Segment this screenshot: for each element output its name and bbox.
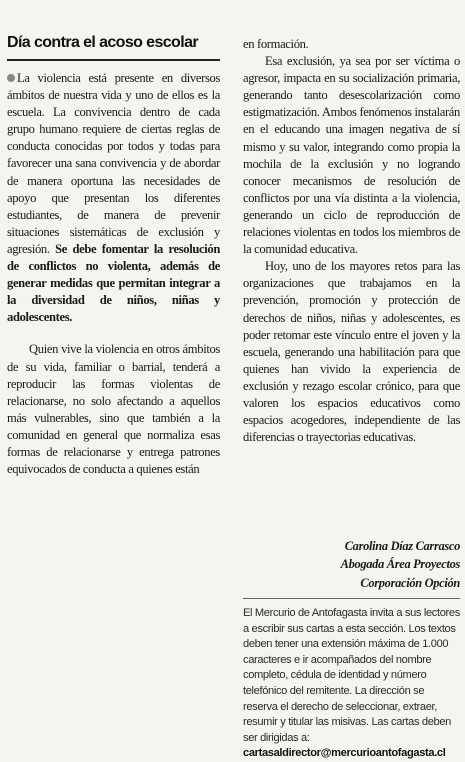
title-rule	[7, 59, 220, 61]
notice-email[interactable]: cartasaldirector@mercurioantofagasta.cl	[243, 747, 446, 760]
paragraph: Esa exclusión, ya sea por ser víctima o agresor, impacta en su socialización primaria, generando tanto desescolarización como estigmatización. Ambos fenómenos instalarán en el educando una imagen negativa de sí mismo y su valor, integrando como propia la mochila de la exclusión y no logrando conocer mecanismos de resolución de conflictos por una vía distinta a la violencia, generando un ciclo de reproducción de relaciones violentas en todos los miembros de la comunidad educativa.	[243, 54, 460, 257]
signature-block	[243, 537, 460, 592]
paragraph-text: La violencia está presente en diversos ámbitos de nuestra vida y uno de ellos es la escuela. La convivencia dentro de cada grupo humano requiere de ciertas reglas de conducta conocidas por todos y todas para favorecer una sana convivencia y de abordar de manera oportuna las necesidades de apoyo que presentan los diferentes estudiantes, de manera de prevenir situaciones sistemáticas de exclusión y agresión.	[7, 71, 220, 256]
paragraph: en formación.	[243, 37, 309, 51]
letters-notice	[243, 606, 460, 762]
right-column	[243, 36, 460, 446]
notice-text: El Mercurio de Antofagasta invita a sus lectores a escribir sus cartas a esta sección. Los textos deben tener una extensión máxima de 1.000 caracteres e ir acompañados del nombre completo, cédula de identidad y número telefónico del remitente. La dirección se reserva el derecho de seleccionar, extraer, resumir y titular las misivas. Las cartas deben ser dirigidas a:	[243, 607, 460, 744]
paragraph-emphasis: Se debe fomentar la resolución de conflictos no violenta, además de generar medidas que permitan integrar a la diversidad de niños, niñas y adolescentes.	[7, 241, 220, 325]
article-title: Día contra el acoso escolar	[7, 34, 199, 51]
author-name: Carolina Díaz Carrasco	[344, 539, 460, 553]
author-organization: Corporación Opción	[360, 575, 460, 590]
author-role: Abogada Área Proyectos	[340, 557, 460, 572]
paragraph: Hoy, uno de los mayores retos para las organizaciones que trabajamos en la prevención, promoción y protección de derechos de niños, niñas y adolescentes, es poder retomar este vínculo entre el joven y la escuela, generando una habilitación para que quienes han vivido la experiencia de exclusión y rezago escolar crónico, para que valoren los espacios educativos como espacios acogedores, independiente de las diferencias o trayectorias educativas.	[243, 259, 460, 445]
left-column	[7, 0, 220, 478]
bullet-icon	[7, 74, 15, 82]
paragraph: Quien vive la violencia en otros ámbitos de su vida, familiar o barrial, tenderá a reproducir las formas violentas de relacionarse, no solo afectando a aquellos más vulnerables, sino que también a la comunidad en general que normaliza esas formas de relacionarse y entrega patrones equivocados de conducta a quienes están	[7, 342, 220, 477]
notice-divider	[243, 598, 460, 599]
paragraph	[7, 70, 220, 326]
